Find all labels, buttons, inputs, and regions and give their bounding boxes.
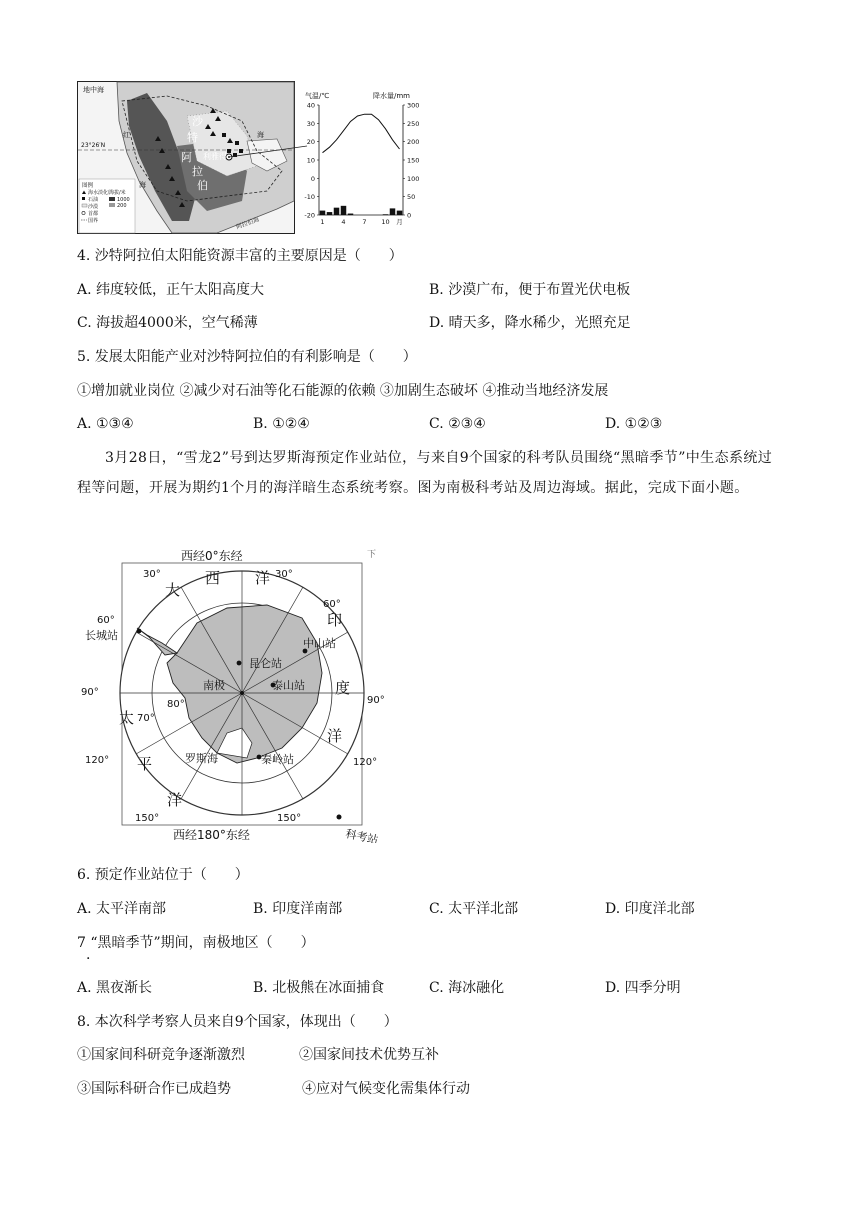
q8-statement-1: ①国家间科研竞争逐渐激烈 [77, 1047, 245, 1063]
ocean-du: 度 [335, 679, 351, 697]
legend-alt-1000: 1000 [117, 197, 130, 203]
precip-bar [320, 211, 326, 215]
legend-station-dot [337, 815, 342, 820]
month-tick-label: 7 [362, 218, 367, 226]
precip-bar [383, 214, 389, 215]
label-red-sea-2: 海 [139, 181, 146, 189]
country-char-2: 特 [187, 131, 198, 144]
ocean-tai: 太 [119, 709, 135, 727]
legend-capital: 首都 [88, 211, 99, 217]
label-mediterranean: 地中海 [83, 86, 104, 94]
lon-120e: 120° [353, 757, 378, 768]
precip-bar [390, 208, 396, 215]
legend-altitude-title: 海拔/米 [109, 190, 126, 196]
bottom-meridian-label: 西经180°东经 [173, 828, 250, 842]
lon-60e: 60° [323, 599, 341, 610]
south-pole-label: 南极 [203, 679, 225, 692]
legend-alt-200: 200 [117, 203, 127, 209]
q6-option-b[interactable]: B. 印度洋南部 [253, 901, 343, 917]
lon-90e: 90° [367, 695, 385, 706]
q7-option-d[interactable]: D. 四季分明 [605, 980, 681, 996]
legend-border: 国界 [88, 218, 99, 224]
antarctica-map [77, 543, 397, 843]
lon-150w: 150° [135, 813, 160, 824]
ocean-yang-3: 洋 [167, 791, 183, 809]
country-char-5: 伯 [197, 179, 208, 192]
top-meridian-label: 西经0°东经 [181, 549, 243, 563]
lat-70: 70° [137, 713, 155, 724]
figure-saudi-arabia [77, 81, 437, 234]
legend-oil: 石油 [88, 197, 99, 203]
station-qinling: 秦岭站 [261, 753, 294, 766]
lon-90w: 90° [81, 687, 99, 698]
ocean-ping: 平 [137, 755, 153, 773]
precip-bar [334, 208, 340, 215]
q5-option-d[interactable]: D. ①②③ [605, 416, 663, 432]
legend-title: 图例 [82, 183, 94, 189]
lon-60w: 60° [97, 615, 115, 626]
temp-tick-label: -20 [304, 211, 315, 220]
q4-option-d[interactable]: D. 晴天多，降水稀少，光照充足 [429, 315, 631, 331]
country-char-3: 阿 [181, 151, 192, 164]
q4-stem: 4. 沙特阿拉伯太阳能资源丰富的主要原因是（ ） [77, 248, 403, 264]
ocean-da: 大 [165, 581, 181, 599]
passage-text: 3月28日，“雪龙2”号到达罗斯海预定作业站位，与来自9个国家的科考队员围绕“黑暗季节”中生态系统过程等问题，开展为期约1个月的海洋暗生态系统考察。图为南极科考站及周边海域。据此，完成下面小题。 [77, 450, 773, 496]
figure-antarctica [77, 543, 397, 843]
label-capital: 利雅得 [203, 152, 227, 161]
precip-tick-label: 250 [407, 119, 420, 128]
month-tick-label: 4 [341, 218, 346, 226]
q6-option-c[interactable]: C. 太平洋北部 [429, 901, 519, 917]
station-zhongshan: 中山站 [303, 637, 336, 650]
q7-option-a[interactable]: A. 黑夜渐长 [77, 980, 153, 996]
q5-option-b[interactable]: B. ①②④ [253, 416, 310, 432]
passage-antarctic [77, 443, 785, 503]
precip-tick-label: 0 [407, 211, 412, 220]
q5-option-c[interactable]: C. ②③④ [429, 416, 486, 432]
label-arabian-sea: 阿拉伯海 [235, 216, 261, 231]
ocean-xi: 西 [205, 569, 221, 587]
ocean-yang-2: 洋 [327, 727, 343, 745]
precip-tick-label: 150 [407, 156, 420, 165]
ocean-yang-1: 洋 [255, 569, 271, 587]
month-tick-label: 月 [396, 218, 403, 226]
legend-desert: 沙漠 [88, 204, 99, 210]
temp-tick-label: 40 [306, 101, 315, 110]
corner-mark: 下 [367, 550, 377, 560]
temp-tick-label: 10 [306, 156, 315, 165]
q7-stem: 7 “黑暗季节”期间，南极地区（ ） [77, 935, 315, 951]
precip-axis-label: 降水量/mm [373, 92, 410, 100]
q5-statements: ①增加就业岗位 ②减少对石油等化石能源的依赖 ③加剧生态破坏 ④推动当地经济发展 [77, 383, 609, 399]
q4-option-c[interactable]: C. 海拔超4000米，空气稀薄 [77, 315, 258, 331]
month-tick-label: 10 [381, 218, 390, 226]
month-tick-label: 1 [320, 218, 325, 226]
q5-stem: 5. 发展太阳能产业对沙特阿拉伯的有利影响是（ ） [77, 349, 417, 365]
saudi-map-and-climate-chart [77, 81, 437, 234]
legend-desalination: 海水淡化厂 [88, 190, 114, 196]
q7-dot: · [86, 951, 91, 967]
temp-tick-label: -10 [304, 193, 315, 202]
q6-stem: 6. 预定作业站位于（ ） [77, 867, 249, 883]
q8-statement-3: ③国际科研合作已成趋势 [77, 1081, 231, 1097]
precip-tick-label: 100 [407, 174, 420, 183]
label-hai: 海 [257, 131, 264, 139]
q4-option-b[interactable]: B. 沙漠广布，便于布置光伏电板 [429, 282, 631, 298]
temp-tick-label: 30 [306, 119, 315, 128]
lat-80: 80° [167, 699, 185, 710]
q5-option-a[interactable]: A. ①③④ [77, 416, 134, 432]
station-great-wall: 长城站 [85, 629, 118, 642]
precipitation-bars [320, 206, 403, 215]
legend-station-label: 科考站 [344, 827, 380, 843]
lon-120w: 120° [85, 755, 110, 766]
climate-axes [304, 102, 419, 227]
climate-chart [304, 91, 419, 226]
temperature-curve [323, 114, 400, 153]
temp-axis-label: 气温/℃ [305, 92, 330, 100]
lon-30w: 30° [143, 569, 161, 580]
temp-tick-label: 20 [306, 138, 315, 147]
precip-bar [341, 206, 347, 215]
q8-stem: 8. 本次科学考察人员来自9个国家，体现出（ ） [77, 1014, 398, 1030]
country-char-4: 拉 [192, 165, 203, 178]
precip-tick-label: 50 [407, 193, 416, 202]
lon-150e: 150° [277, 813, 302, 824]
ross-sea-label: 罗斯海 [185, 752, 218, 765]
q8-statement-4: ④应对气候变化需集体行动 [302, 1081, 470, 1097]
label-red-sea-1: 红 [123, 131, 130, 139]
lon-30e: 30° [275, 569, 293, 580]
country-char-1: 沙 [192, 115, 203, 128]
precip-tick-label: 300 [407, 101, 420, 110]
map-legend [79, 179, 135, 233]
label-tropic: 23°26′N [81, 142, 106, 149]
q7-option-b[interactable]: B. 北极熊在冰面捕食 [253, 980, 385, 996]
precip-tick-label: 200 [407, 138, 420, 147]
q6-option-d[interactable]: D. 印度洋北部 [605, 901, 695, 917]
precip-bar [348, 214, 354, 215]
precip-bar [327, 212, 333, 215]
ocean-yin: 印 [327, 611, 343, 629]
q4-option-a[interactable]: A. 纬度较低，正午太阳高度大 [77, 282, 265, 298]
precip-bar [397, 211, 403, 215]
station-taishan: 泰山站 [272, 679, 305, 692]
temp-tick-label: 0 [310, 174, 315, 183]
station-kunlun: 昆仑站 [249, 657, 282, 670]
q7-option-c[interactable]: C. 海冰融化 [429, 980, 505, 996]
q8-statement-2: ②国家间技术优势互补 [299, 1047, 439, 1063]
q6-option-a[interactable]: A. 太平洋南部 [77, 901, 167, 917]
